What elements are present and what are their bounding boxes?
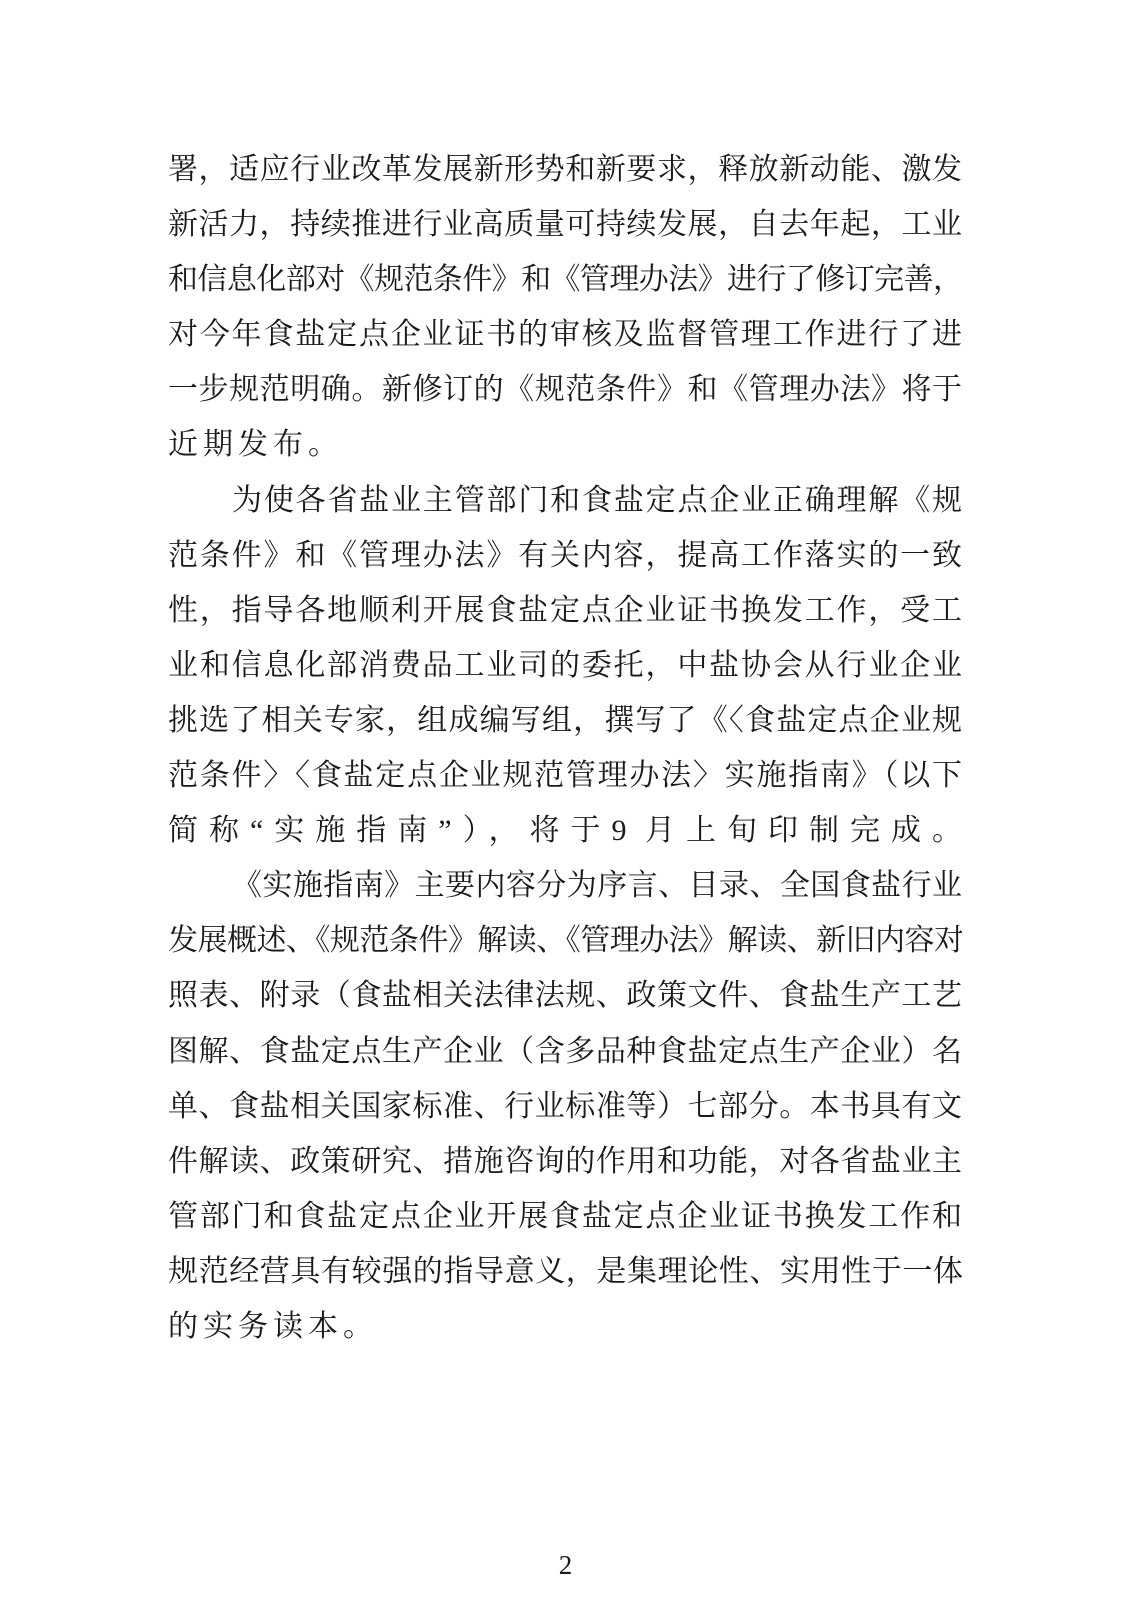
text-line-21: 规范经营具有较强的指导意义，是集理论性、实用性于一体: [168, 1254, 962, 1288]
text-line-8: 范条件》和《管理办法》有关内容，提高工作落实的一致: [168, 538, 962, 572]
text-line-14: 《实施指南》主要内容分为序言、目录、全国食盐行业: [232, 869, 962, 903]
page-number: 2: [558, 1550, 573, 1580]
text-line-5: 一步规范明确。新修订的《规范条件》和《管理办法》将于: [168, 373, 962, 407]
text-line-10: 业和信息化部消费品工业司的委托，中盐协会从行业企业: [168, 648, 962, 682]
text-line-4: 对今年食盐定点企业证书的审核及监督管理工作进行了进: [168, 318, 962, 352]
text-line-1: 署，适应行业改革发展新形势和新要求，释放新动能、激发: [168, 153, 962, 186]
text-line-18: 单、食盐相关国家标准、行业标准等）七部分。本书具有文: [168, 1089, 962, 1123]
text-line-2: 新活力，持续推进行业高质量可持续发展，自去年起，工业: [168, 208, 962, 242]
text-line-20: 管部门和食盐定点企业开展食盐定点企业证书换发工作和: [168, 1199, 962, 1233]
text-line-13: 简称“实施指南”），将于9 月上旬印制完成。: [168, 814, 962, 848]
text-line-15: 发展概述、《规范条件》解读、《管理办法》解读、新旧内容对: [168, 924, 962, 958]
text-line-16: 照表、附录（食盐相关法律法规、政策文件、食盐生产工艺: [168, 979, 962, 1013]
text-line-6: 近期发布。: [168, 428, 343, 462]
text-line-9: 性，指导各地顺利开展食盐定点企业证书换发工作，受工: [168, 593, 962, 627]
text-line-17: 图解、食盐定点生产企业（含多品种食盐定点生产企业）名: [168, 1034, 962, 1068]
text-line-12: 范条件〉〈食盐定点企业规范管理办法〉实施指南》（以下: [168, 759, 962, 793]
text-line-7: 为使各省盐业主管部门和食盐定点企业正确理解《规: [232, 483, 962, 517]
document-body: [168, 142, 962, 1354]
text-line-22: 的实务读本。: [168, 1309, 378, 1343]
text-line-11: 挑选了相关专家，组成编写组，撰写了《〈食盐定点企业规: [168, 703, 962, 737]
text-line-3: 和信息化部对《规范条件》和《管理办法》进行了修订完善，: [168, 263, 962, 297]
text-line-19: 件解读、政策研究、措施咨询的作用和功能，对各省盐业主: [168, 1144, 962, 1178]
